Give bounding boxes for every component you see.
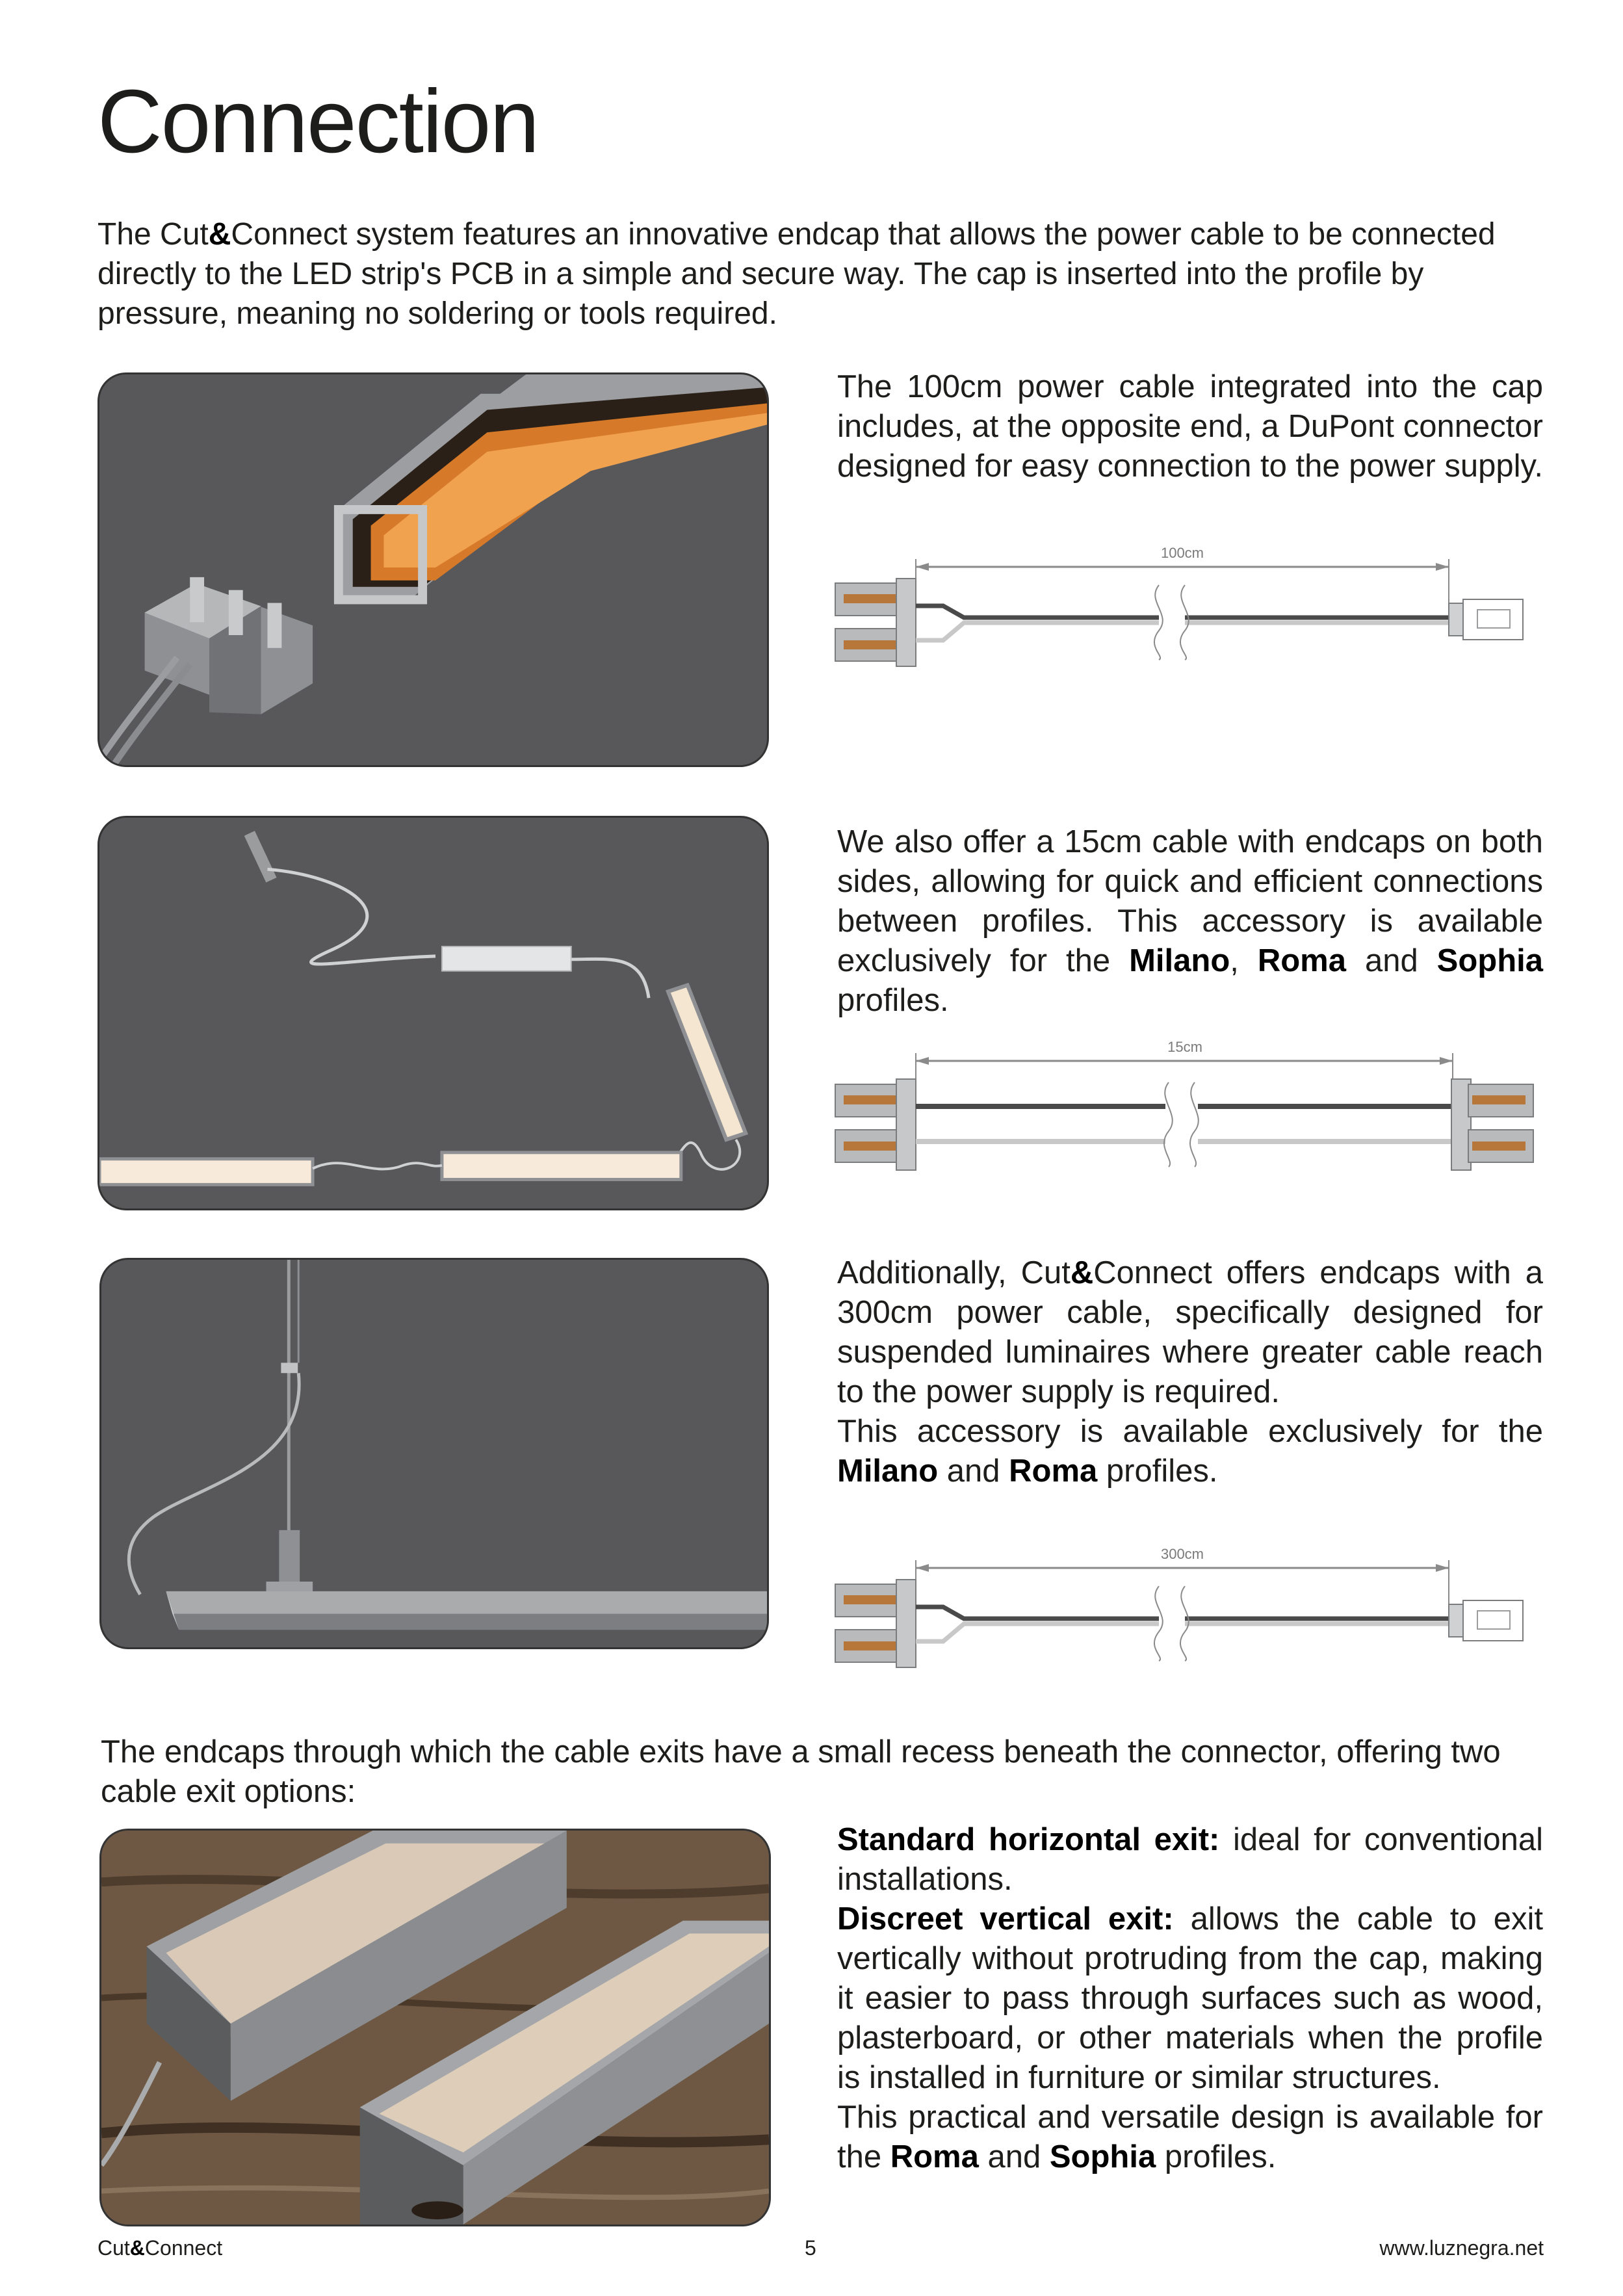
dimension-label: 100cm [1160, 545, 1204, 561]
profile-sophia: Sophia [1049, 2139, 1156, 2174]
dupont-connector [1449, 599, 1523, 640]
profile-sophia: Sophia [1436, 943, 1543, 978]
endcap-right [1451, 1079, 1533, 1170]
diagram-100cm [834, 540, 1549, 670]
intro-paragraph: The Cut&Connect system features an innovative endcap that allows the power cable to be connected directly to the LED strip's PCB in a simple and secure way. The cap is inserted into the profile by pressure, meaning no soldering or tools required. [97, 217, 1496, 331]
dimension-label: 15cm [1167, 1039, 1202, 1055]
cable-300cm-description: Additionally, Cut&Connect offers endcaps with a 300cm power cable, specifically designed for suspended luminaires where greater cable reach to the power supply is required. This accessory is available exclusively for the Milano and Roma profiles. [837, 1255, 1543, 1489]
dimension-label: 300cm [1160, 1546, 1204, 1562]
profile-milano: Milano [1129, 943, 1230, 978]
endcap-left [835, 579, 916, 666]
ampersand: & [208, 217, 231, 252]
profile-roma: Roma [1009, 1454, 1098, 1489]
cable-exit-photo [99, 1829, 771, 2226]
website-link[interactable]: www.luznegra.net [1379, 2236, 1544, 2260]
endcap-left [835, 1079, 916, 1170]
suspended-luminaire-photo [99, 1258, 769, 1649]
cable-100cm-description: The 100cm power cable integrated into the cap includes, at the opposite end, a DuPont connector designed for easy connection to the power supply. [837, 369, 1543, 484]
endcap-profile-photo [97, 372, 769, 767]
page-number: 5 [805, 2236, 816, 2260]
15cm-cable-photo [97, 816, 769, 1210]
endcap-left [835, 1580, 916, 1667]
cable-15cm-description: We also offer a 15cm cable with endcaps on both sides, allowing for quick and efficient connections between profiles. This accessory is available exclusively for the Milano, Roma and Sophia profiles. [837, 824, 1543, 1018]
profile-roma: Roma [890, 2139, 979, 2174]
diagram-15cm [834, 1034, 1549, 1177]
diagram-300cm [834, 1541, 1549, 1671]
cable-exit-options-text: Standard horizontal exit: ideal for conventional installations. Discreet vertical exit: allows the cable to exit vertically without protruding from the cap, making it easier to pass through surfaces such as wood, plasterboard, or other materials when the profile is installed in furniture or similar structures. This practical and versatile design is available for the Roma and Sophia profiles. [837, 1820, 1543, 2177]
horizontal-exit-option: Standard horizontal exit: ideal for conventional installations. [837, 1822, 1544, 1897]
page-title: Connection [97, 72, 539, 172]
dupont-connector [1449, 1600, 1523, 1641]
vertical-exit-option: Discreet vertical exit: allows the cable to exit vertically without protruding from the cap, making it easier to pass through surfaces such as wood, plasterboard, or other materials when the profile is installed in furniture or similar structures. [837, 1901, 1543, 2095]
profile-milano: Milano [837, 1454, 939, 1489]
cable-exit-intro: The endcaps through which the cable exits have a small recess beneath the connector, offering two cable exit options: [101, 1734, 1501, 1809]
profile-roma: Roma [1257, 943, 1346, 978]
footer-brand: Cut&Connect [97, 2236, 223, 2260]
